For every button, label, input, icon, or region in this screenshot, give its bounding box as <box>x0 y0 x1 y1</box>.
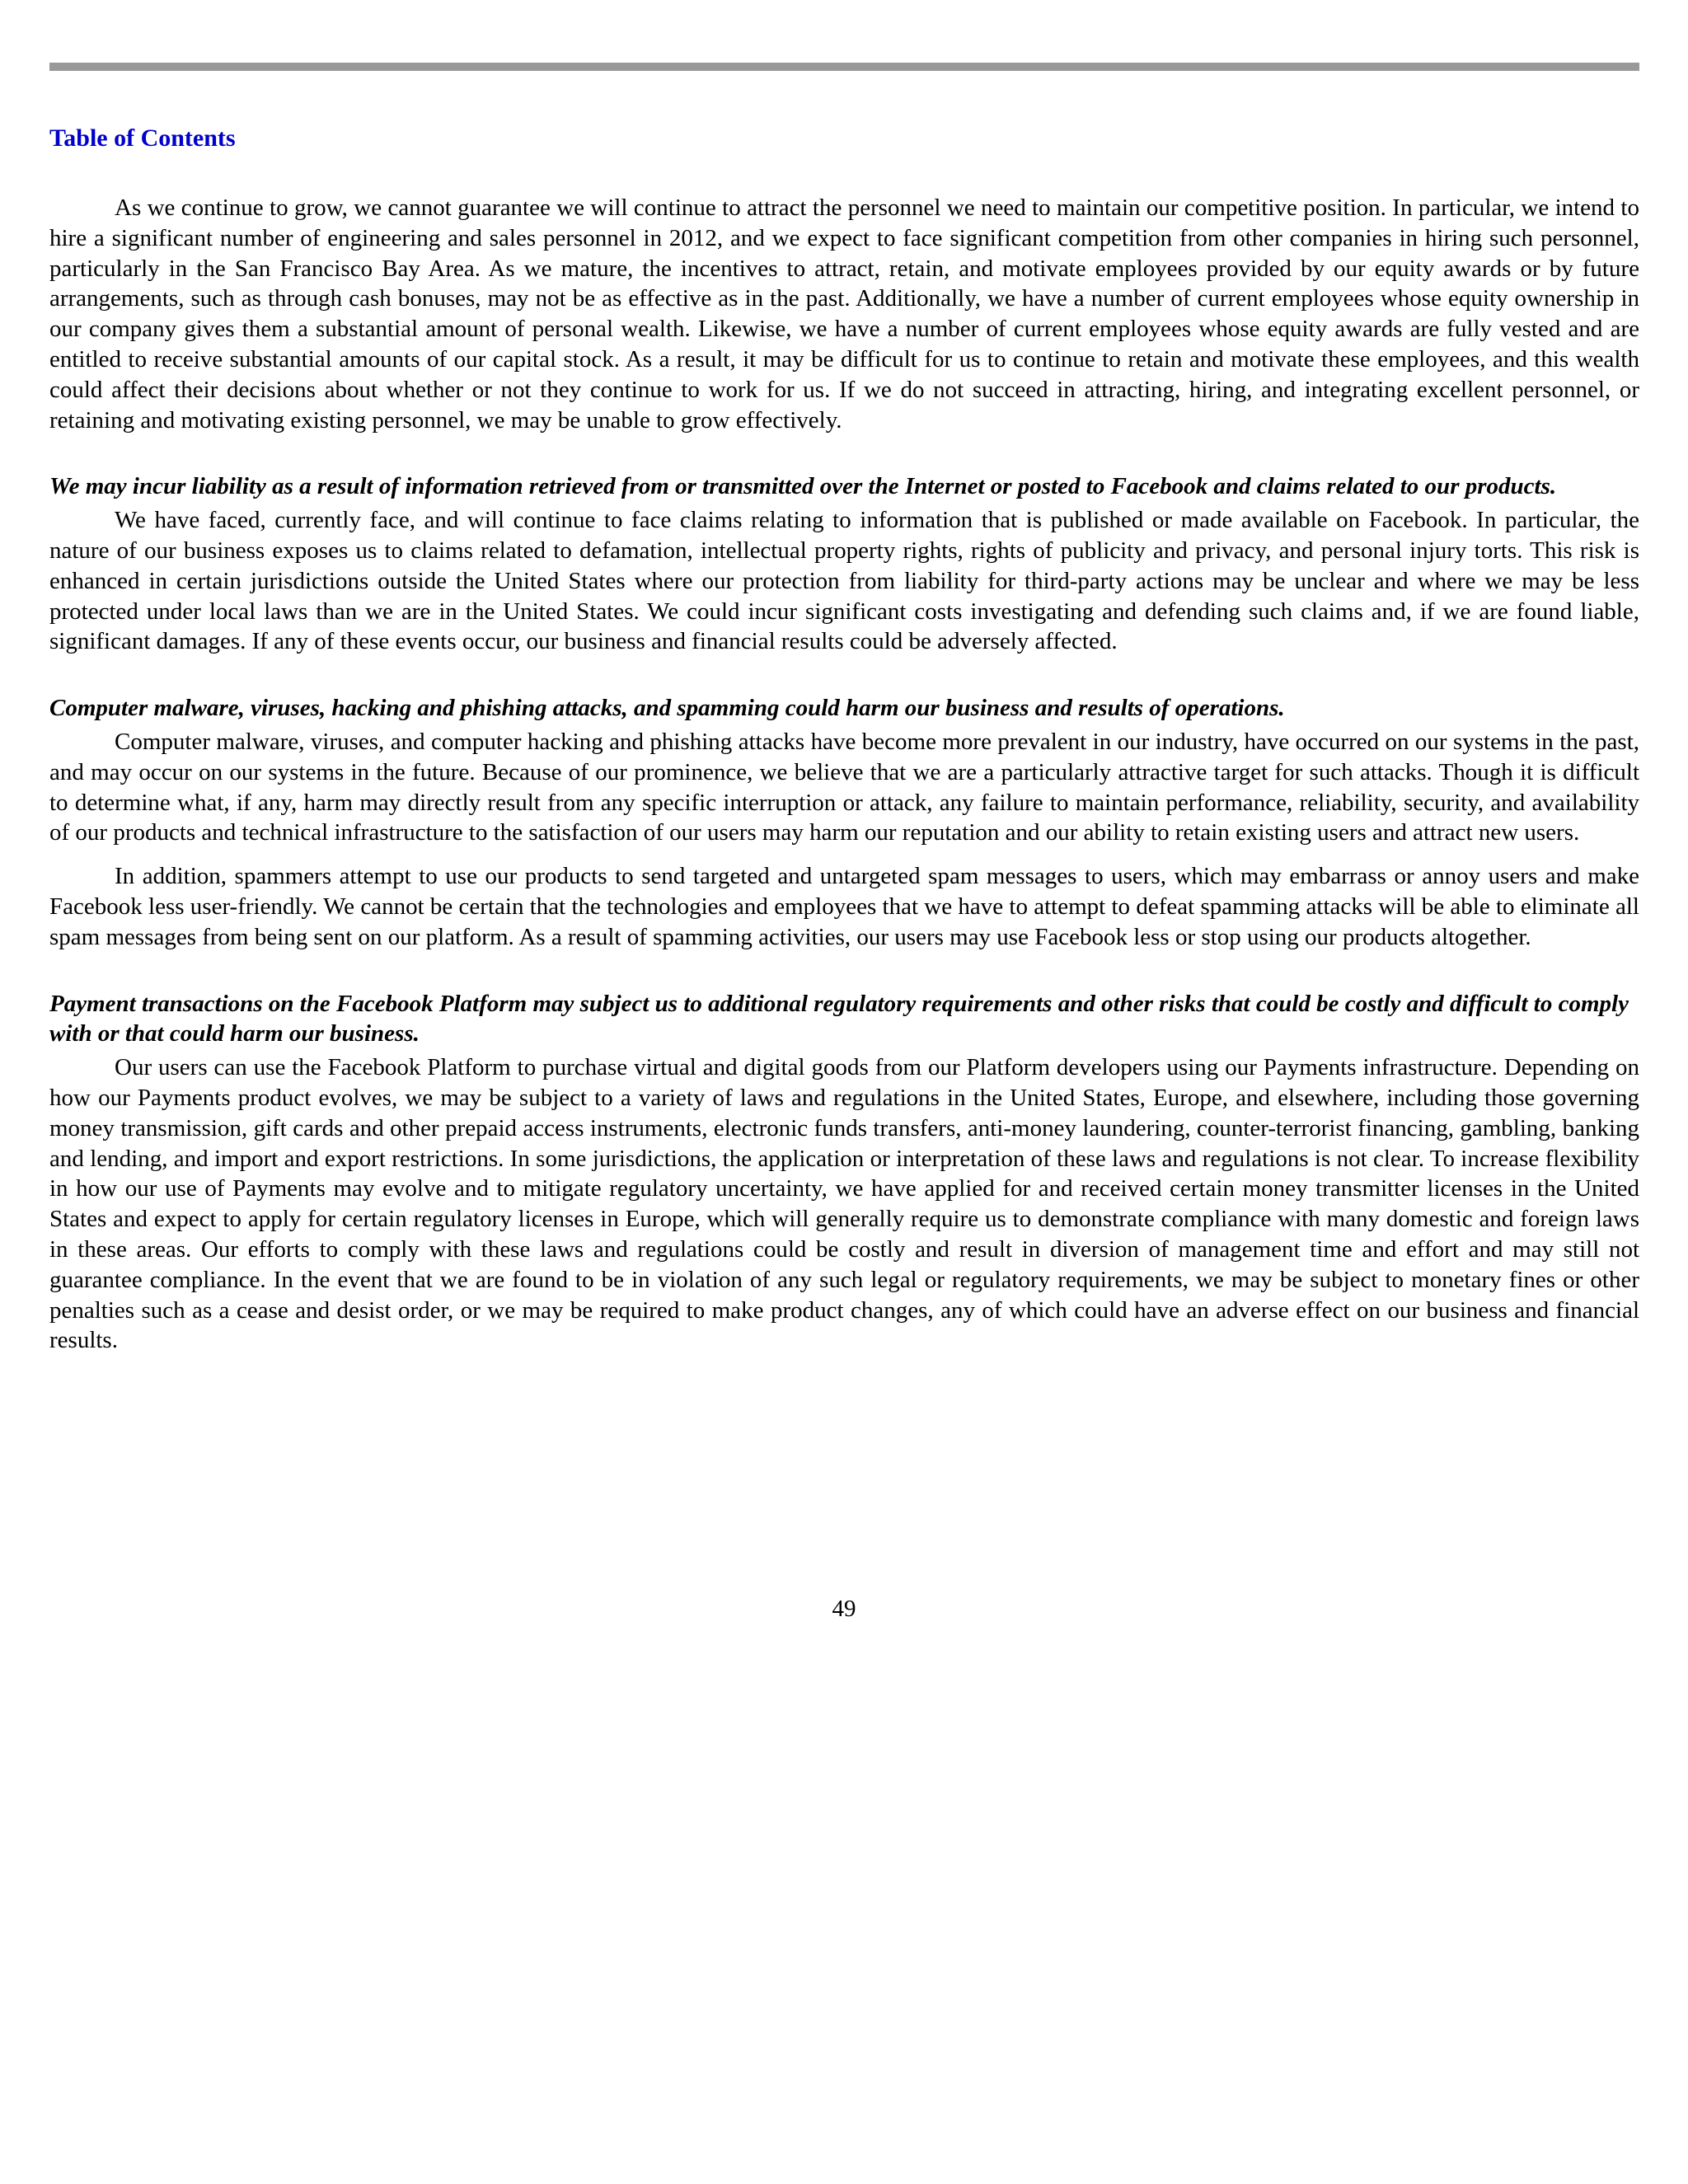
malware-risk-heading: Computer malware, viruses, hacking and phishing attacks, and spamming could harm our business and results of operations. <box>49 695 1285 722</box>
top-divider <box>49 63 1639 71</box>
liability-risk-paragraph: We have faced, currently face, and will continue to face claims relating to information that is published or made available on Facebook. In particular, the nature of our business exposes us to claims related to defamation, intellectual property rights, rights of publicity and privacy, and personal injury torts. This risk is enhanced in certain jurisdictions outside the United States where our protection from liability for third-party actions may be unclear and where we may be less protected under local laws than we are in the United States. We could incur significant costs investigating and defending such claims and, if we are found liable, significant damages. If any of these events occur, our business and financial results could be adversely affected. <box>49 507 1639 655</box>
payments-risk-paragraph: Our users can use the Facebook Platform to purchase virtual and digital goods from our Platform developers using our Payments infrastructure. Depending on how our Payments product evolves, we may be subject to a variety of laws and regulations in the United States, Europe, and elsewhere, including those governing money transmission, gift cards and other prepaid access instruments, electronic funds transfers, anti-money laundering, counter-terrorist financing, gambling, banking and lending, and import and export restrictions. In some jurisdictions, the application or interpretation of these laws and regulations is not clear. To increase flexibility in how our use of Payments may evolve and to mitigate regulatory uncertainty, we have applied for and received certain money transmitter licenses in the United States and expect to apply for certain regulatory licenses in Europe, which will generally require us to demonstrate compliance with many domestic and foreign laws in these areas. Our efforts to comply with these laws and regulations could be costly and result in diversion of management time and effort and may still not guarantee compliance. In the event that we are found to be in violation of any such legal or regulatory requirements, we may be subject to monetary fines or other penalties such as a cease and desist order, or we may be required to make product changes, any of which could have an adverse effect on our business and financial results. <box>49 1054 1639 1354</box>
table-of-contents-link[interactable]: Table of Contents <box>49 124 236 152</box>
malware-risk-paragraph: Computer malware, viruses, and computer hacking and phishing attacks have become more prevalent in our industry, have occurred on our systems in the past, and may occur on our systems in the future. Because of our prominence, we believe that we are a particularly attractive target for such attacks. Though it is difficult to determine what, if any, harm may directly result from any specific interruption or attack, any failure to maintain performance, reliability, security, and availability of our products and technical infrastructure to the satisfaction of our users may harm our reputation and our ability to retain existing users and attract new users. <box>49 728 1639 846</box>
intro-paragraph: As we continue to grow, we cannot guarantee we will continue to attract the personnel we need to maintain our competitive position. In particular, we intend to hire a significant number of engineering and sales personnel in 2012, and we expect to face significant competition from other companies in hiring such personnel, particularly in the San Francisco Bay Area. As we mature, the incentives to attract, retain, and motivate employees provided by our equity awards or by future arrangements, such as through cash bonuses, may not be as effective as in the past. Additionally, we have a number of current employees whose equity ownership in our company gives them a substantial amount of personal wealth. Likewise, we have a number of current employees whose equity awards are fully vested and are entitled to receive substantial amounts of our capital stock. As a result, it may be difficult for us to continue to retain and motivate these employees, and this wealth could affect their decisions about whether or not they continue to work for us. If we do not succeed in attracting, hiring, and integrating excellent personnel, or retaining and motivating existing personnel, we may be unable to grow effectively. <box>49 194 1639 434</box>
document-body <box>49 193 1639 1356</box>
liability-risk-heading: We may incur liability as a result of information retrieved from or transmitted over the Internet or posted to Facebook and claims related to our products. <box>49 473 1557 500</box>
payments-risk-heading: Payment transactions on the Facebook Platform may subject us to additional regulatory requirements and other risks that could be costly and difficult to comply with or that could harm our business. <box>49 990 1629 1047</box>
page-number: 49 <box>832 1596 856 1622</box>
spam-risk-paragraph: In addition, spammers attempt to use our products to send targeted and untargeted spam messages to users, which may embarrass or annoy users and make Facebook less user-friendly. We cannot be certain that the technologies and employees that we have to attempt to defeat spamming attacks will be able to eliminate all spam messages from being sent on our platform. As a result of spamming activities, our users may use Facebook less or stop using our products altogether. <box>49 863 1639 950</box>
